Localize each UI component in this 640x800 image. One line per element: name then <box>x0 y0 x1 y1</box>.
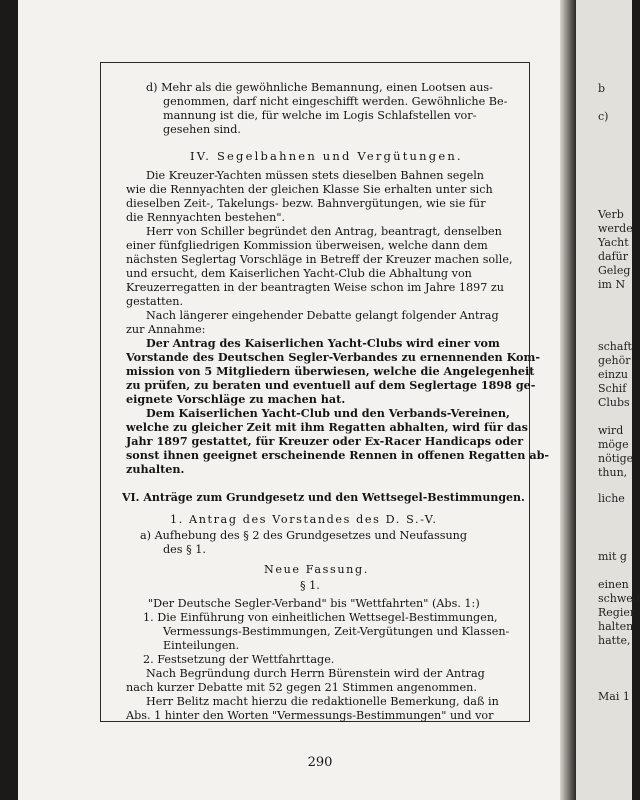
page-number: 290 <box>307 755 333 770</box>
right-page-fragment: einen <box>598 578 629 591</box>
right-page-fragment: schaft <box>598 340 632 353</box>
text-line: nach kurzer Debatte mit 52 gegen 21 Stimmen angenommen. <box>126 681 477 694</box>
text-line: Herr Belitz macht hierzu die redaktionelle Bemerkung, daß in <box>146 695 499 708</box>
text-line: einer fünfgliedrigen Kommission überweisen, welche dann dem <box>126 239 488 252</box>
section-heading: VI. Anträge zum Grundgesetz und den Wettsegel-Bestimmungen. <box>122 491 525 504</box>
text-line: Nach Begründung durch Herrn Bürenstein wird der Antrag <box>146 667 485 680</box>
text-line: welche zu gleicher Zeit mit ihm Regatten abhalten, wird für das <box>126 420 528 434</box>
text-line: genommen, darf nicht eingeschifft werden. Gewöhnliche Be- <box>163 95 508 108</box>
text-line: 1. Die Einführung von einheitlichen Wettsegel-Bestimmungen, <box>143 611 498 624</box>
right-page-fragment: Yacht <box>598 236 629 249</box>
right-page-fragment: mit g <box>598 550 627 563</box>
right-page-fragment: Verb <box>598 208 624 221</box>
text-line: dieselben Zeit-, Takelungs- bezw. Bahnvergütungen, wie sie für <box>126 197 486 210</box>
right-page-fragment: gehör <box>598 354 631 367</box>
text-line: wie die Rennyachten der gleichen Klasse Sie erhalten unter sich <box>126 183 493 196</box>
book-spine <box>560 0 576 800</box>
text-line: nächsten Seglertag Vorschläge in Betreff der Kreuzer machen solle, <box>126 253 513 266</box>
right-page-fragment: b <box>598 82 606 95</box>
text-line: Jahr 1897 gestattet, für Kreuzer oder Ex-Racer Handicaps oder <box>126 434 524 448</box>
right-page-fragment: c) <box>598 110 609 123</box>
text-line: und ersucht, dem Kaiserlichen Yacht-Club die Abhaltung von <box>126 267 472 280</box>
text-line: zuhalten. <box>126 462 185 476</box>
text-line: "Der Deutsche Segler-Verband" bis "Wettfahrten" (Abs. 1:) <box>148 597 480 610</box>
right-page-fragment: dafür <box>598 250 629 263</box>
text-line: Vorstande des Deutschen Segler-Verbandes zu ernennenden Kom- <box>126 350 541 364</box>
text-line: des § 1. <box>163 543 206 556</box>
right-page-fragment: Geleg <box>598 264 631 277</box>
text-line: zu prüfen, zu beraten und eventuell auf dem Seglertage 1898 ge- <box>126 378 536 392</box>
text-line: gestatten. <box>126 295 184 308</box>
right-page-fragment: thun, <box>598 466 628 479</box>
right-page-fragment: schwed <box>598 592 640 605</box>
right-page-fragment: Mai 1 <box>598 690 630 703</box>
text-line: Kreuzerregatten in der beantragten Weise schon im Jahre 1897 zu <box>126 281 504 294</box>
text-line: die Rennyachten bestehen". <box>126 211 286 224</box>
right-page-fragment: hatte, <box>598 634 631 647</box>
text-line: 2. Festsetzung der Wettfahrttage. <box>143 653 335 666</box>
right-page-fragment: Regier <box>598 606 636 619</box>
subheading: Neue Fassung. <box>264 563 369 576</box>
right-page-fragment: werde <box>598 222 633 235</box>
right-page-fragment: im N <box>598 278 626 291</box>
text-line: eignete Vorschläge zu machen hat. <box>126 392 346 406</box>
text-line: mannung ist die, für welche im Logis Schlafstellen vor- <box>163 109 477 122</box>
text-line: Herr von Schiller begründet den Antrag, beantragt, denselben <box>146 225 502 238</box>
section-heading: IV. Segelbahnen und Vergütungen. <box>190 149 463 163</box>
text-line: Vermessungs-Bestimmungen, Zeit-Vergütungen und Klassen- <box>163 625 510 638</box>
text-line: mission von 5 Mitgliedern überwiesen, welche die Angelegenheit <box>126 364 535 378</box>
right-page-fragment: Schif <box>598 382 627 395</box>
text-line: gesehen sind. <box>163 123 241 136</box>
right-page-fragment: nötige <box>598 452 634 465</box>
right-page-fragment: möge <box>598 438 629 451</box>
right-page-fragment: Clubs <box>598 396 630 409</box>
text-line: a) Aufhebung des § 2 des Grundgesetzes und Neufassung <box>140 529 468 542</box>
right-page-fragment: wird <box>598 424 624 437</box>
text-line: sonst ihnen geeignet erscheinende Rennen in offenen Regatten ab- <box>126 448 550 462</box>
right-page-fragment: einzu <box>598 368 628 381</box>
right-page-fragment: liche <box>598 492 625 505</box>
text-line: Die Kreuzer-Yachten müssen stets dieselben Bahnen segeln <box>146 169 484 182</box>
text-line: Einteilungen. <box>163 639 240 652</box>
text-line: Nach längerer eingehender Debatte gelangt folgender Antrag <box>146 309 499 322</box>
text-line: d) Mehr als die gewöhnliche Bemannung, einen Lootsen aus- <box>146 81 493 94</box>
subheading: 1. Antrag des Vorstandes des D. S.-V. <box>170 513 438 526</box>
paragraph-sign: § 1. <box>300 579 320 592</box>
right-page-fragment: halten <box>598 620 634 633</box>
text-line: zur Annahme: <box>126 323 206 336</box>
text-line: Abs. 1 hinter den Worten "Vermessungs-Bestimmungen" und vor <box>126 709 494 722</box>
text-line: Der Antrag des Kaiserlichen Yacht-Clubs wird einer vom <box>146 336 500 350</box>
text-line: Dem Kaiserlichen Yacht-Club und den Verbands-Vereinen, <box>146 406 510 420</box>
